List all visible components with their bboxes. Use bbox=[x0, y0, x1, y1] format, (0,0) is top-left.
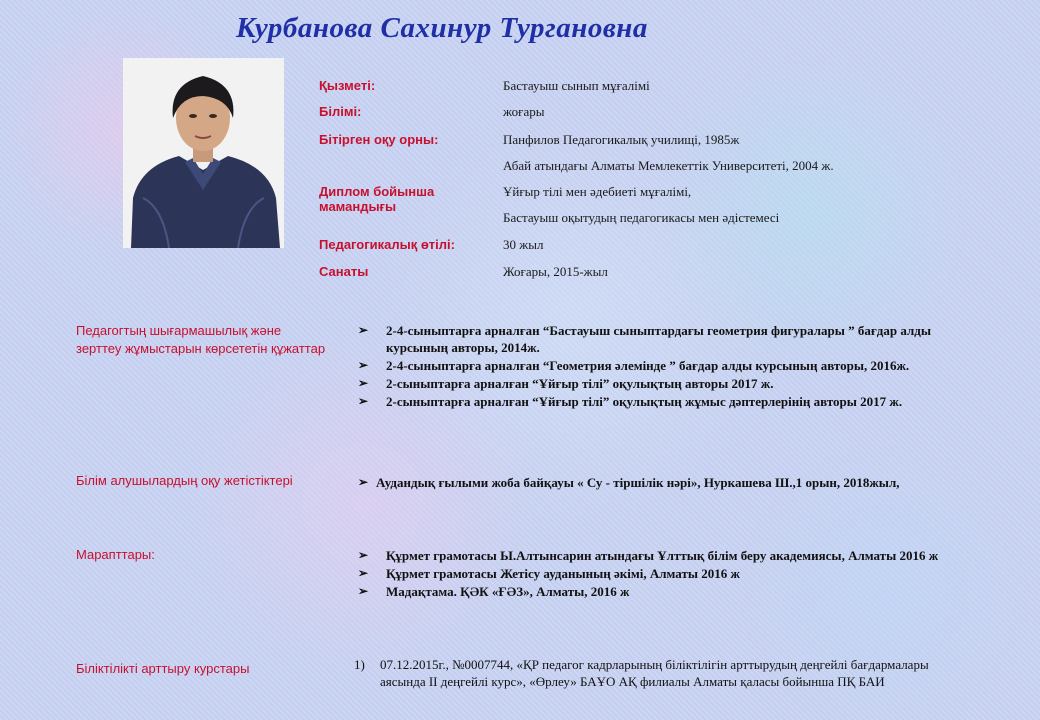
courses-label: Біліктілікті арттыру курстары bbox=[76, 661, 250, 676]
list-item: ➢ Мадақтама. ҚӘК «ҒӘЗ», Алматы, 2016 ж bbox=[358, 584, 630, 599]
arrow-bullet-icon: ➢ bbox=[358, 566, 369, 580]
list-item: ➢ 2-4-сыныптарға арналған “Бастауыш сыныптардағы геометрия фигуралары ” бағдар алды курсының авторы, 2014ж. bbox=[358, 323, 931, 355]
list-item: ➢ 2-сыныптарға арналған “Ұйғыр тілі” оқулықтың жұмыс дәптерлерінің авторы 2017 ж. bbox=[358, 394, 903, 409]
creative-works-list bbox=[358, 322, 968, 411]
list-item: ➢ 2-сыныптарға арналған “Ұйғыр тілі” оқулықтың авторы 2017 ж. bbox=[358, 376, 774, 391]
arrow-bullet-icon: ➢ bbox=[358, 584, 369, 598]
list-item: 1) 07.12.2015г., №0007744, «ҚР педагог кадрларының біліктілігін арттырудың деңгейлі бағдармалары аясында ІІ деңгейлі курс», «Өрлеу» БАҰО АҚ филиалы Алматы қаласы бойынша ПҚ БАИ bbox=[354, 657, 929, 689]
position-value: Бастауыш сынып мұғалімі bbox=[503, 78, 650, 93]
achievements-label: Білім алушылардың оқу жетістіктері bbox=[76, 473, 293, 488]
courses-list bbox=[354, 656, 954, 690]
awards-label: Марапттары: bbox=[76, 547, 155, 562]
experience-label: Педагогикалық өтілі: bbox=[319, 237, 455, 252]
specialty-label: Диплом бойынша мамандығы bbox=[319, 184, 435, 214]
graduated-value-2: Абай атындағы Алматы Мемлекеттік Университеті, 2004 ж. bbox=[503, 158, 834, 173]
achievements-list bbox=[358, 474, 918, 492]
list-item: ➢ Құрмет грамотасы Ы.Алтынсарин атындағы Ұлттық білім беру академиясы, Алматы 2016 ж bbox=[358, 548, 939, 563]
arrow-bullet-icon: ➢ bbox=[358, 475, 369, 489]
specialty-value-2: Бастауыш оқытудың педагогикасы мен әдістемесі bbox=[503, 210, 780, 225]
awards-list bbox=[358, 547, 978, 601]
portrait-photo bbox=[123, 58, 284, 248]
arrow-bullet-icon: ➢ bbox=[358, 394, 369, 408]
arrow-bullet-icon: ➢ bbox=[358, 376, 369, 390]
list-item: ➢ Құрмет грамотасы Жетісу ауданының әкімі, Алматы 2016 ж bbox=[358, 566, 740, 581]
position-label: Қызметі: bbox=[319, 78, 376, 93]
page-title: Курбанова Сахинур Тургановна bbox=[236, 12, 648, 44]
arrow-bullet-icon: ➢ bbox=[358, 323, 369, 337]
creative-works-label: Педагогтың шығармашылық және зерттеу жұмыстарын көрсететін құжаттар bbox=[76, 323, 326, 356]
arrow-bullet-icon: ➢ bbox=[358, 548, 369, 562]
list-item: ➢ Аудандық ғылыми жоба байқауы « Су - тіршілік нәрі», Нуркашева Ш.,1 орын, 2018жыл, bbox=[358, 475, 900, 490]
graduated-value-1: Панфилов Педагогикалық училищі, 1985ж bbox=[503, 132, 740, 147]
list-item: ➢ 2-4-сыныптарға арналған “Геометрия әлемінде ” бағдар алды курсының авторы, 2016ж. bbox=[358, 358, 910, 373]
graduated-label: Бітірген оқу орны: bbox=[319, 132, 439, 147]
category-label: Санаты bbox=[319, 264, 369, 279]
education-value: жоғары bbox=[503, 104, 545, 119]
education-label: Білімі: bbox=[319, 104, 362, 119]
experience-value: 30 жыл bbox=[503, 237, 544, 252]
specialty-value-1: Ұйғыр тілі мен әдебиеті мұғалімі, bbox=[503, 184, 692, 199]
category-value: Жоғары, 2015-жыл bbox=[503, 264, 608, 279]
arrow-bullet-icon: ➢ bbox=[358, 358, 369, 372]
